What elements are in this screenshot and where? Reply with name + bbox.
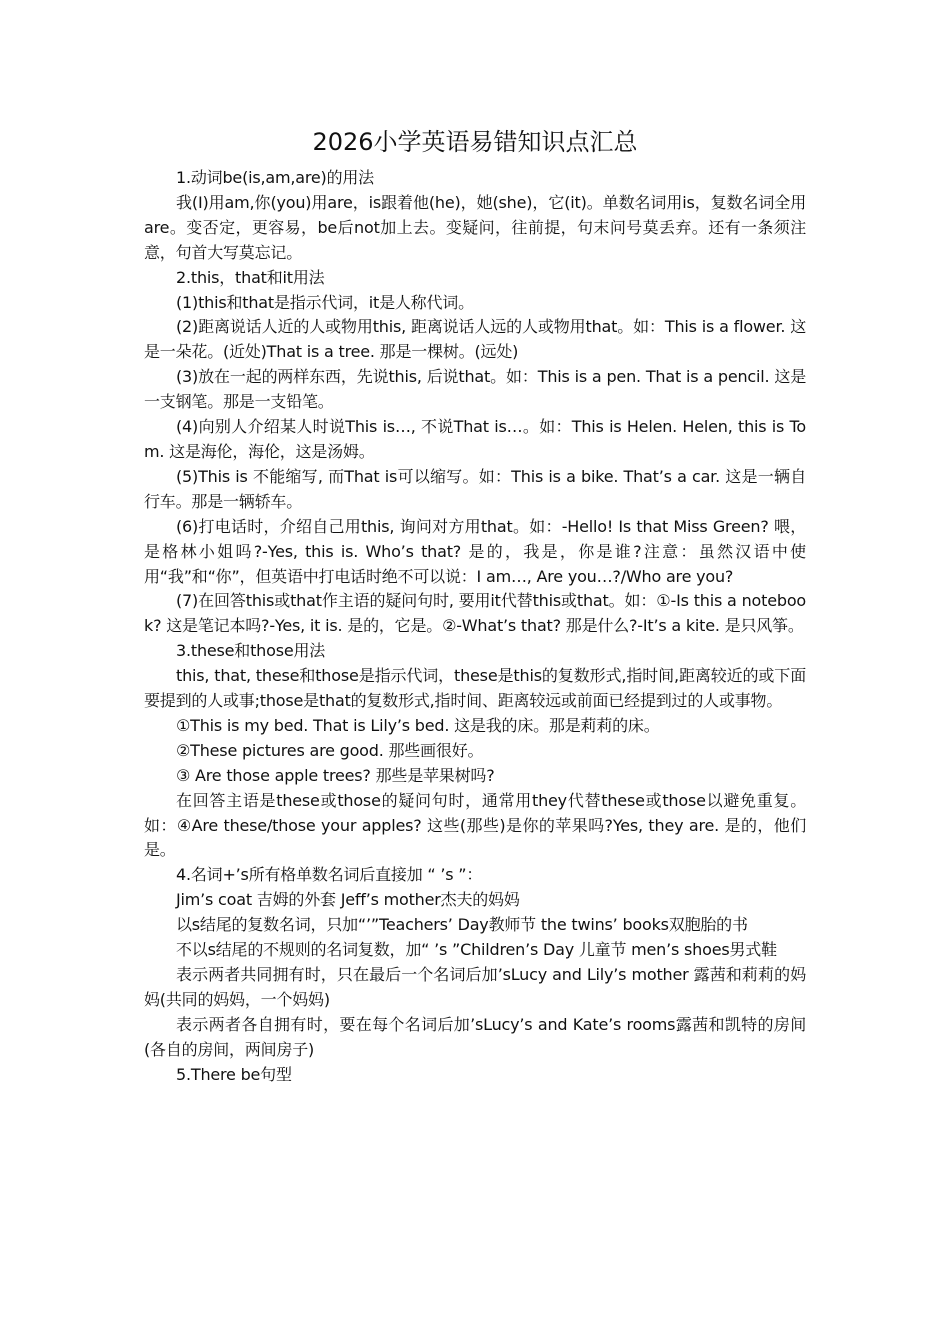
paragraph: (7)在回答this或that作主语的疑问句时, 要用it代替this或that。如：①-Is this a notebook? 这是笔记本吗?-Yes, it is. 是的，它是。②-What’s that? 那是什么?-It’s a kite. 是只风筝。 [144, 591, 806, 636]
section-heading-possessive: 4.名词+’s所有格单数名词后直接加 “ ’s ”： [176, 865, 483, 885]
section-heading-these-those: 3.these和those用法 [176, 641, 326, 661]
page-title: 2026小学英语易错知识点汇总 [312, 128, 638, 156]
paragraph: 在回答主语是these或those的疑问句时，通常用they代替these或those以避免重复。如：④Are these/those your apples? 这些(那些)是你的苹果吗?Yes, they are. 是的，他们是。 [144, 790, 806, 860]
paragraph: (6)打电话时，介绍自己用this, 询问对方用that。如：-Hello! Is that Miss Green? 喂，是格林小姐吗?-Yes, this is. Who’s that? 是的，我是，你是谁?注意：虽然汉语中使用“我”和“你”，但英语中打电话时绝不可以说：I am…, Are you…?/Who are you? [144, 516, 806, 586]
paragraph: 不以s结尾的不规则的名词复数，加“ ’s ”Children’s Day 儿童节 men’s shoes男式鞋 [176, 940, 777, 960]
section-heading-this-that-it: 2.this，that和it用法 [176, 267, 325, 287]
section-heading-be: 1.动词be(is,am,are)的用法 [176, 168, 374, 187]
paragraph: (4)向别人介绍某人时说This is…, 不说That is…。如：This is Helen. Helen, this is Tom. 这是海伦，海伦，这是汤姆。 [144, 417, 806, 461]
paragraph: 我(I)用am,你(you)用are，is跟着他(he)，她(she)，它(it)。单数名词用is，复数名词全用are。变否定，更容易，be后not加上去。变疑问，往前提，句末问号莫丢弃。还有一条须注意，句首大写莫忘记。 [144, 192, 806, 262]
paragraph: 表示两者各自拥有时，要在每个名词后加’sLucy’s and Kate’s rooms露茜和凯特的房间(各自的房间，两间房子) [144, 1014, 806, 1059]
paragraph: (2)距离说话人近的人或物用this, 距离说话人远的人或物用that。如：This is a flower. 这是一朵花。(近处)That is a tree. 那是一棵树。(远处) [144, 317, 806, 362]
paragraph: (3)放在一起的两样东西，先说this, 后说that。如：This is a pen. That is a pencil. 这是一支钢笔。那是一支铅笔。 [144, 367, 806, 412]
paragraph: (1)this和that是指示代词，it是人称代词。 [176, 292, 474, 312]
document-body [144, 122, 806, 1088]
paragraph: ②These pictures are good. 那些画很好。 [176, 740, 484, 760]
paragraph: 表示两者共同拥有时，只在最后一个名词后加’sLucy and Lily’s mother 露茜和莉莉的妈妈(共同的妈妈，一个妈妈) [144, 965, 806, 1009]
paragraph: 以s结尾的复数名词，只加“’”Teachers’ Day教师节 the twins’ books双胞胎的书 [176, 915, 748, 935]
paragraph: ③ Are those apple trees? 那些是苹果树吗? [176, 765, 495, 785]
paragraph: (5)This is 不能缩写, 而That is可以缩写。如：This is a bike. That’s a car. 这是一辆自行车。那是一辆轿车。 [144, 466, 806, 511]
paragraph: ①This is my bed. That is Lily’s bed. 这是我的床。那是莉莉的床。 [176, 715, 660, 735]
section-heading-there-be: 5.There be句型 [176, 1064, 292, 1084]
paragraph: Jim’s coat 吉姆的外套 Jeff’s mother杰夫的妈妈 [176, 890, 520, 910]
paragraph: this, that, these和those是指示代词，these是this的复数形式,指时间,距离较近的或下面要提到的人或事;those是that的复数形式,指时间、距离较远或前面已经提到过的人或事物。 [144, 666, 806, 711]
